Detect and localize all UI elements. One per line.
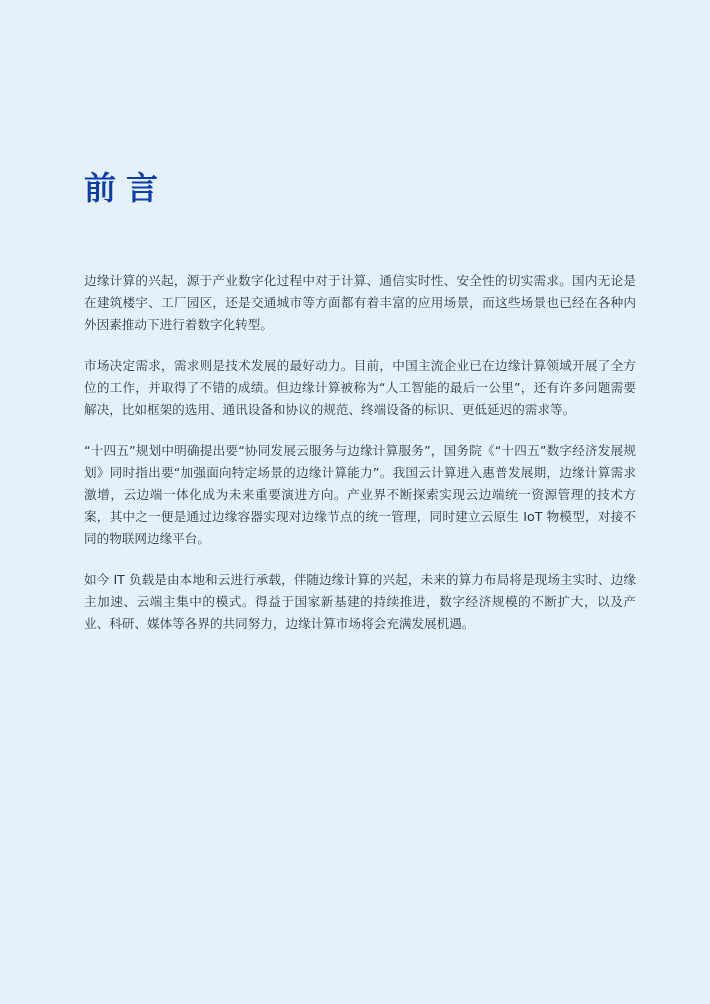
paragraph: 市场决定需求，需求则是技术发展的最好动力。目前，中国主流企业已在边缘计算领域开展了全方位的工作，并取得了不错的成绩。但边缘计算被称为“人工智能的最后一公里”，还有许多问题需要解决，比如框架的选用、通讯设备和协议的规范、终端设备的标识、更低延迟的需求等。: [84, 358, 636, 417]
paragraph: 边缘计算的兴起，源于产业数字化过程中对于计算、通信实时性、安全性的切实需求。国内无论是在建筑楼宇、工厂园区，还是交通城市等方面都有着丰富的应用场景，而这些场景也已经在各种内外因素推动下进行着数字化转型。: [84, 273, 636, 332]
paragraph: 如今 IT 负载是由本地和云进行承载，伴随边缘计算的兴起，未来的算力布局将是现场主实时、边缘主加速、云端主集中的模式。得益于国家新基建的持续推进，数字经济规模的不断扩大，以及产业、科研、媒体等各界的共同努力，边缘计算市场将会充满发展机遇。: [84, 572, 636, 631]
paragraph: “十四五”规划中明确提出要“协同发展云服务与边缘计算服务”，国务院《“十四五”数字经济发展规划》同时指出要“加强面向特定场景的边缘计算能力”。我国云计算进入惠普发展期，边缘计算需求激增，云边端一体化成为未来重要演进方向。产业界不断探索实现云边端统一资源管理的技术方案，其中之一便是通过边缘容器实现对边缘节点的统一管理，同时建立云原生 IoT 物模型，对接不同的物联网边缘平台。: [84, 443, 636, 546]
preface-body: [84, 270, 636, 654]
page-title: 前言: [84, 169, 169, 207]
